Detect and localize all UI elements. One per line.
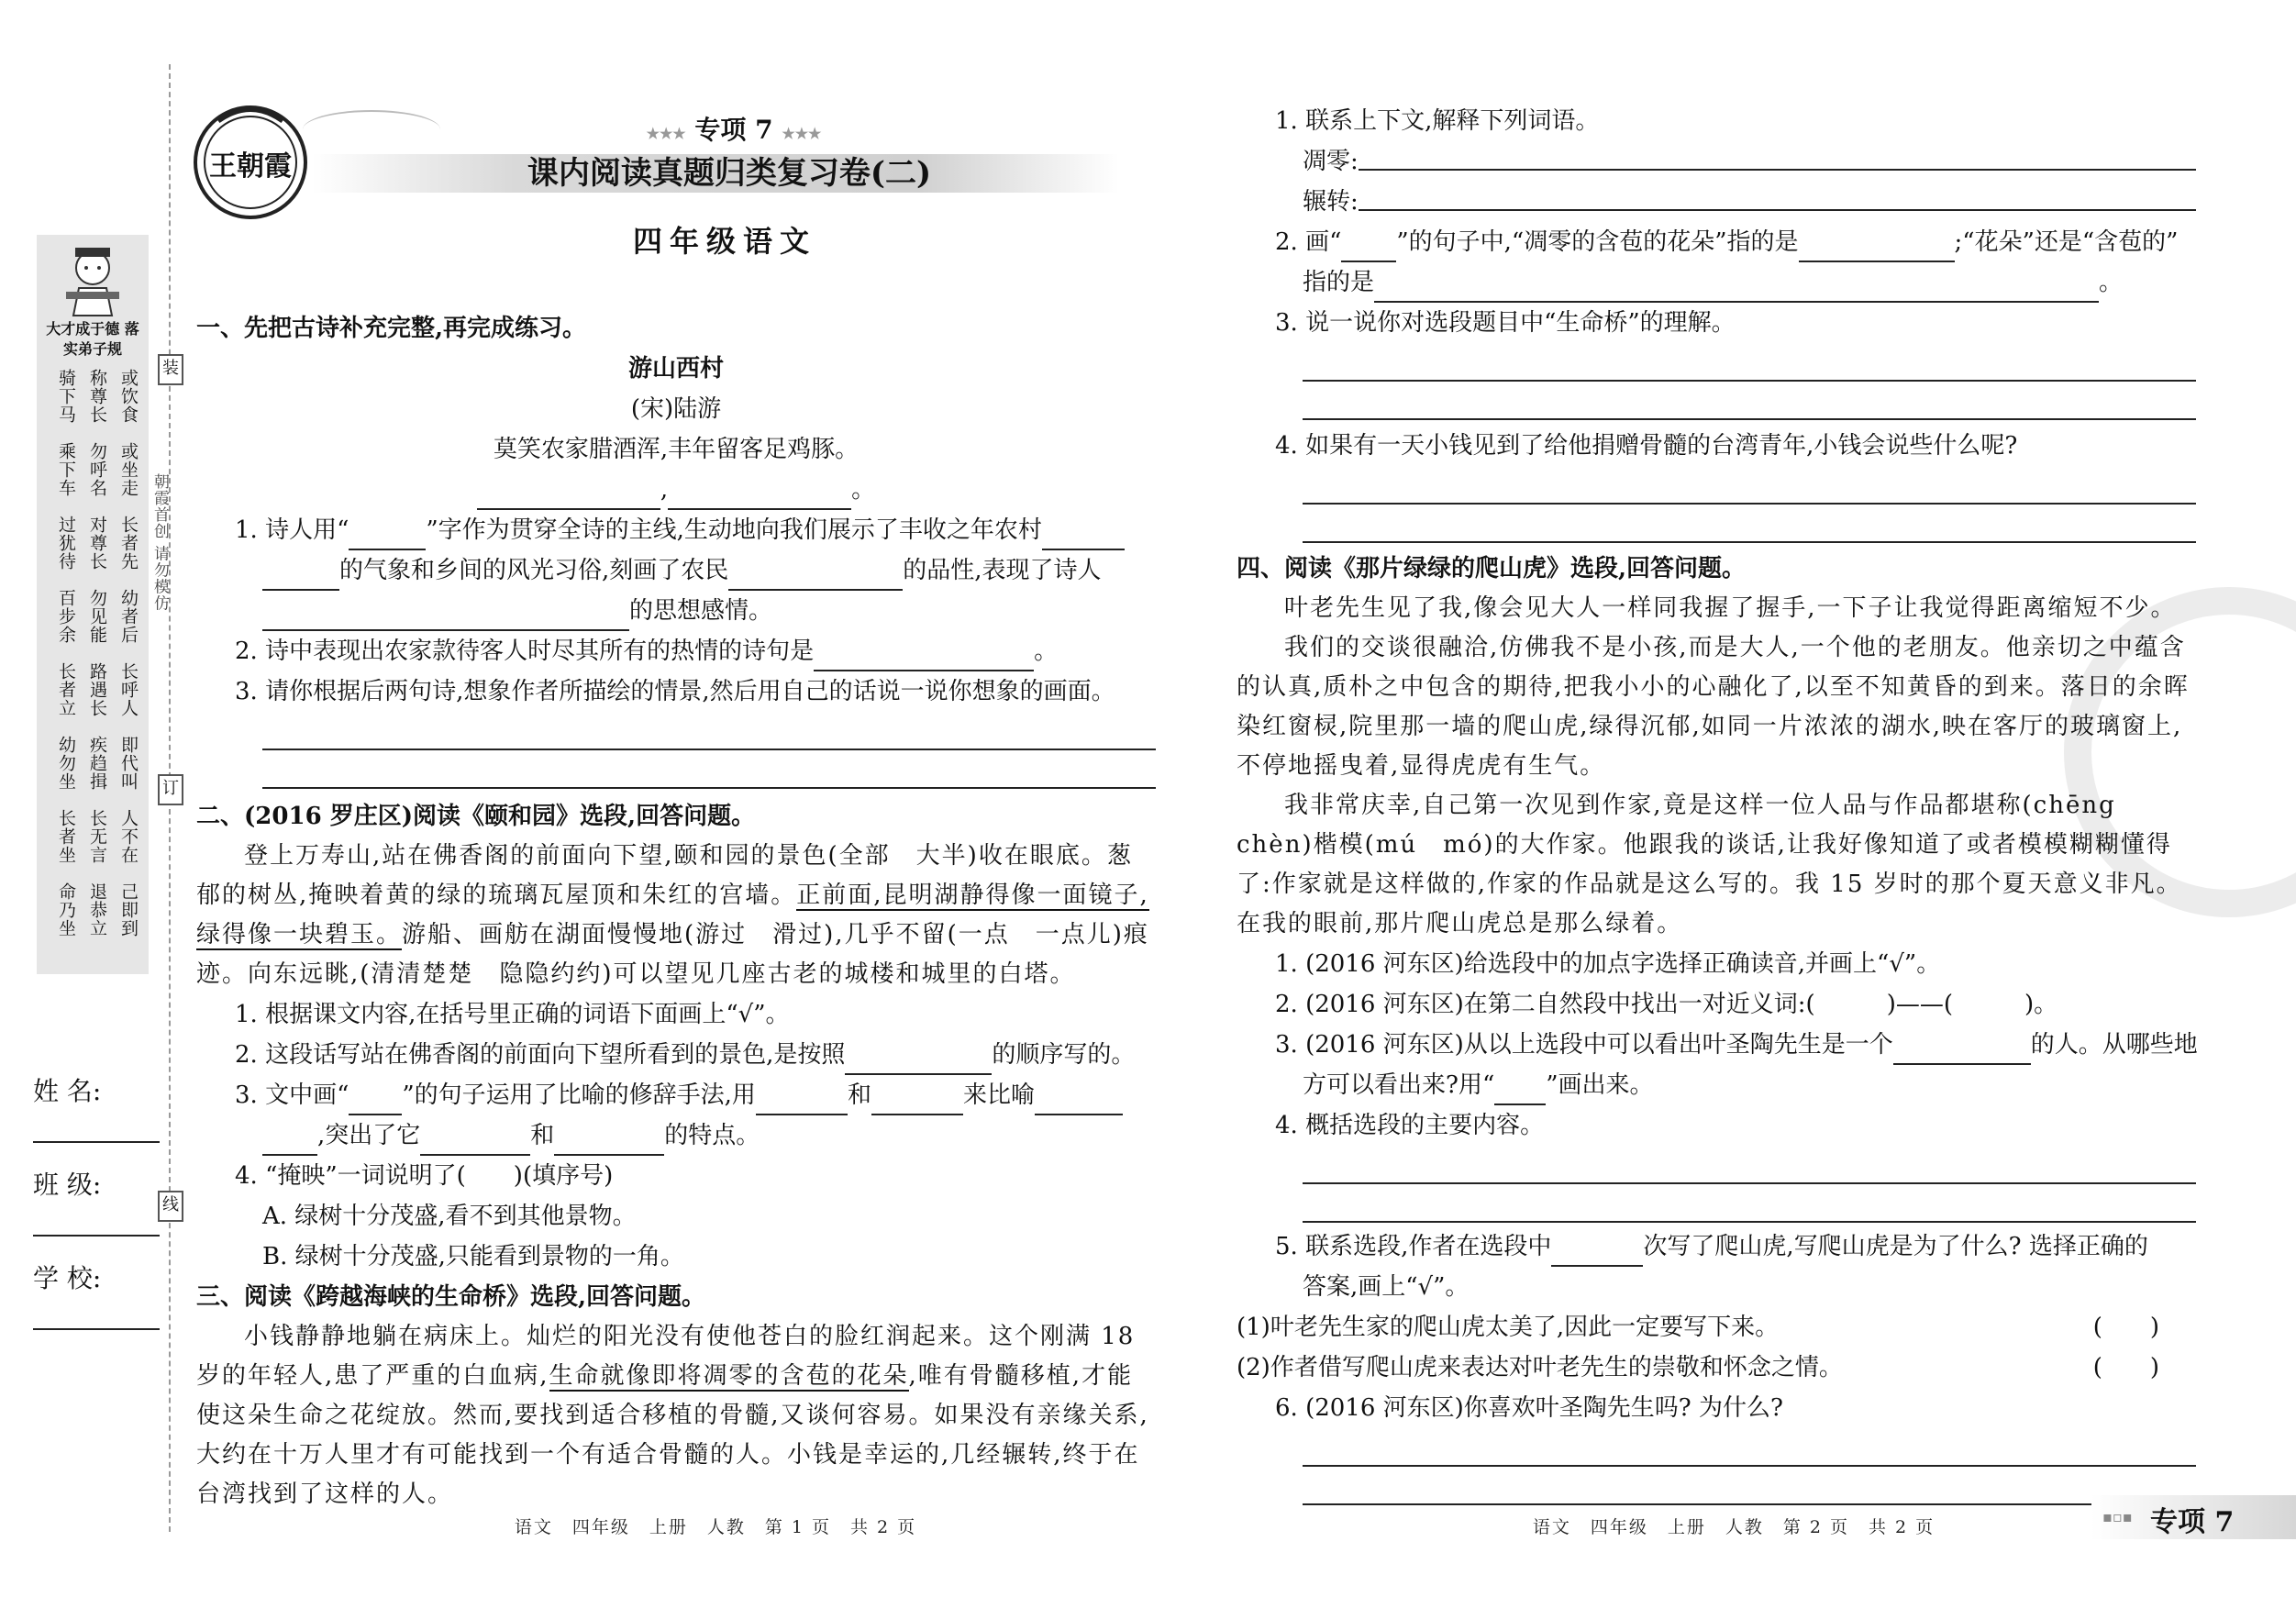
s2-q2: 2. 这段话写站在佛香阁的前面向下望所看到的景色,是按照 的顺序写的。 [196, 1035, 1156, 1075]
section-4-heading: 四、阅读《那片绿绿的爬山虎》选段,回答问题。 [1237, 555, 1747, 582]
word-1-line: 凋零: [1237, 141, 2196, 182]
rule-text: 骑下马 [56, 369, 76, 424]
right-page [1237, 101, 2196, 1505]
s3-q2-line2: 指的是 。 [1237, 262, 2196, 303]
rule-text: 人不在 [118, 809, 139, 864]
s2-passage: 登上万寿山,站在佛香阁的前面向下望,颐和园的景色(全部 大半)收在眼底。葱郁的树丛,掩映着黄的绿的琉璃瓦屋顶和朱红的宫墙。正前面,昆明湖静得像一面镜子,绿得像一块碧玉。游船、画舫在湖面慢慢地(游过 滑过),几乎不留(一点 一点儿)痕迹。向东远眺,(清清楚楚 隐隐约约)可以望见几座古老的城楼和城里的白塔。 [196, 842, 1149, 988]
corner-tag-label: 专项 7 [2150, 1506, 2235, 1538]
option-a[interactable]: A. 绿树十分茂盛,看不到其他景物。 [262, 1203, 637, 1230]
answer-blank[interactable] [349, 521, 426, 550]
rule-text: 长无言 [87, 809, 107, 864]
left-footer: 语文 四年级 上册 人教 第 1 页 共 2 页 [514, 1517, 917, 1537]
s4-q3-line1: 3. (2016 河东区)从以上选段中可以看出叶圣陶先生是一个 的人。从哪些地 [1237, 1025, 2196, 1065]
star-icon: ★★★ [646, 125, 686, 142]
s1-q2: 2. 诗中表现出农家款待客人时尽其所有的热情的诗句是 。 [196, 631, 1156, 671]
answer-blank[interactable] [1893, 1036, 2031, 1065]
rule-text: 百步余 [56, 589, 76, 644]
poem-line-1: 莫笑农家腊酒浑,丰年留客足鸡豚。 [493, 436, 860, 463]
rule-text: 乘下车 [56, 442, 76, 497]
s4-q1: 1. (2016 河东区)给选段中的加点字选择正确读音,并画上“√”。 [1275, 950, 1941, 978]
underlined-sentence: 正前面,昆明湖静得像一面镜子,绿得像一块碧玉。 [196, 882, 1149, 948]
answer-blank[interactable] [1799, 233, 1955, 262]
poem-author: (宋)陆游 [630, 395, 722, 423]
rule-text: 或坐走 [118, 442, 139, 497]
answer-line[interactable] [1303, 505, 2196, 543]
answer-line[interactable] [1303, 1146, 2196, 1184]
poem-blank-1[interactable] [477, 481, 660, 510]
name-label: 姓 名: [33, 1076, 102, 1106]
answer-line[interactable] [1303, 1184, 2196, 1223]
sidebar-motto: 大才成于德 落实弟子规 [46, 320, 139, 358]
s4-q2: 2. (2016 河东区)在第二自然段中找出一对近义词:( )——( )。 [1275, 991, 2058, 1018]
answer-line[interactable] [1303, 1467, 2196, 1505]
answer-blank[interactable] [1341, 233, 1396, 262]
rule-text: 疾趋揖 [87, 736, 107, 791]
answer-blank[interactable] [1359, 182, 2196, 211]
school-field[interactable] [33, 1260, 160, 1330]
ribbon-decoration [303, 110, 440, 149]
rule-text: 或饮食 [118, 369, 139, 424]
answer-line[interactable] [262, 750, 1156, 789]
answer-blank[interactable] [262, 561, 339, 591]
answer-blank[interactable] [1374, 273, 2099, 303]
underlined-sentence: 生命就像即将凋零的含苞的花朵 [549, 1362, 909, 1390]
s3-q3: 3. 说一说你对选段题目中“生命桥”的理解。 [1275, 309, 1736, 337]
rule-text: 己即到 [118, 882, 139, 937]
s4-q6: 6. (2016 河东区)你喜欢叶圣陶先生吗? 为什么? [1275, 1394, 1783, 1422]
section-3-heading: 三、阅读《跨越海峡的生命桥》选段,回答问题。 [196, 1283, 706, 1311]
class-field[interactable] [33, 1167, 160, 1237]
series-title [633, 110, 835, 147]
poem-title: 游山西村 [627, 355, 724, 383]
binding-mark-1: 装 [158, 354, 183, 385]
scholar-figure-icon [62, 244, 123, 317]
answer-blank[interactable] [1035, 1086, 1123, 1115]
section-2-heading: 二、(2016 罗庄区)阅读《颐和园》选段,回答问题。 [196, 803, 756, 830]
s2-q3-line1: 3. 文中画“ ”的句子运用了比喻的修辞手法,用 和 来比喻 [196, 1075, 1156, 1115]
rule-text: 过犹待 [56, 516, 76, 571]
s3-q1: 1. 联系上下文,解释下列词语。 [1275, 107, 1600, 135]
rule-text: 长呼人 [118, 662, 139, 717]
binding-mark-3: 线 [158, 1191, 183, 1222]
answer-blank[interactable] [1359, 141, 2196, 171]
answer-blank[interactable] [756, 1086, 848, 1115]
answer-line[interactable] [1303, 1428, 2196, 1467]
copyright-note: 朝霞首创 请勿模仿 [150, 473, 169, 612]
s3-passage: 小钱静静地躺在病床上。灿烂的阳光没有使他苍白的脸红润起来。这个刚满 18 岁的年轻人,患了严重的白血病,生命就像即将凋零的含苞的花朵,唯有骨髓移植,才能使这朵生命之花绽放。然而,要找到适合移植的骨髓,又谈何容易。如果没有亲缘关系,大约在十万人里才有可能找到一个有适合骨髓的人。小钱是幸运的,几经辗转,终于在台湾找到了这样的人。 [196, 1323, 1149, 1508]
poem-blank-line: , 。 [196, 470, 1156, 510]
s2-q1: 1. 根据课文内容,在括号里正确的词语下面画上“√”。 [235, 1001, 790, 1028]
rule-text: 退恭立 [87, 882, 107, 937]
s4-paragraph-2: 我们的交谈很融洽,仿佛我不是小孩,而是大人,一个他的老朋友。他亲切之中蕴含的认真,质朴之中包含的期待,把我小小的心融化了,以至不知黄昏的到来。落日的余晖染红窗棂,院里那一墙的爬山虎,绿得沉郁,如同一片浓浓的湖水,映在客厅的玻璃窗上,不停地摇曳着,显得虎虎有生气。 [1237, 634, 2190, 780]
star-icon: ★★★ [782, 125, 822, 142]
answer-blank[interactable] [845, 1046, 992, 1075]
s4-q4: 4. 概括选段的主要内容。 [1275, 1112, 1545, 1139]
right-footer: 语文 四年级 上册 人教 第 2 页 共 2 页 [1532, 1517, 1936, 1537]
answer-blank[interactable] [420, 1126, 530, 1156]
rule-text: 即代叫 [118, 736, 139, 791]
answer-line[interactable] [262, 712, 1156, 750]
answer-blank[interactable] [262, 1126, 317, 1156]
answer-blank[interactable] [1494, 1076, 1546, 1105]
rule-text: 幼者后 [118, 589, 139, 644]
s4-paragraph-3: 我非常庆幸,自己第一次见到作家,竟是这样一位人品与作品都堪称(chēng chèn)楷模(mú mó)的大作家。他跟我的谈话,让我好像知道了或者模模糊糊懂得了:作家就是这样做的,作家的作品就是这么写的。我 15 岁时的那个夏天意义非凡。在我的眼前,那片爬山虎总是那么绿着。 [1237, 792, 2182, 937]
rule-text: 长者坐 [56, 809, 76, 864]
school-label: 学 校: [33, 1263, 102, 1293]
scholar-figure [62, 244, 123, 317]
section-1-heading: 一、先把古诗补充完整,再完成练习。 [196, 315, 587, 342]
s1-q1-line1: 1. 诗人用“ ”字作为贯穿全诗的主线,生动地向我们展示了丰收之年农村 [196, 510, 1156, 550]
answer-blank[interactable] [349, 1086, 402, 1115]
choice-2[interactable]: (2)作者借写爬山虎来表达对叶老先生的崇敬和怀念之情。 ( ) [1237, 1347, 2196, 1388]
s4-paragraph-1: 叶老先生见了我,像会见大人一样同我握了握手,一下子让我觉得距离缩短不少。 [1284, 594, 2177, 622]
rule-text: 路遇长 [87, 662, 107, 717]
logo-text: 王朝霞 [209, 150, 292, 183]
binding-mark-2: 订 [158, 774, 183, 805]
grid-pattern-icon: ▪▫▪ [2102, 1508, 2133, 1525]
s1-q3: 3. 请你根据后两句诗,想象作者所描绘的情景,然后用自己的话说一说你想象的画面。 [235, 678, 1115, 705]
answer-line[interactable] [1303, 343, 2196, 382]
answer-blank[interactable] [814, 642, 1034, 671]
sidebar-panel [37, 235, 149, 974]
series-label: 专项 7 [694, 115, 773, 145]
answer-paren[interactable]: ( ) [2092, 1314, 2159, 1341]
s3-q2-line1: 2. 画“ ”的句子中,“凋零的含苞的花朵”指的是 ;“花朵”还是“含苞的” [1237, 222, 2196, 262]
brand-logo [191, 103, 310, 222]
s4-q5-line1: 5. 联系选段,作者在选段中 次写了爬山虎,写爬山虎是为了什么? 选择正确的 [1237, 1226, 2196, 1267]
rule-text: 幼勿坐 [56, 736, 76, 791]
answer-blank[interactable] [728, 561, 903, 591]
s2-q3-line2: ,突出了它 和 的特点。 [196, 1115, 1156, 1156]
s4-q3-line2: 方可以看出来?用“ ”画出来。 [1237, 1065, 2196, 1105]
page-subtitle: 四年级语文 [632, 224, 816, 259]
sidebar-rules [46, 369, 143, 956]
word-2-line: 辗转: [1237, 182, 2196, 222]
rule-text: 长者先 [118, 516, 139, 571]
rule-text: 勿呼名 [87, 442, 107, 497]
rule-text: 称尊长 [87, 369, 107, 424]
s1-q1-line3: 的思想感情。 [196, 591, 1156, 631]
answer-line[interactable] [1303, 466, 2196, 505]
answer-blank[interactable] [1551, 1237, 1643, 1267]
s3-q4: 4. 如果有一天小钱见到了给他捐赠骨髓的台湾青年,小钱会说些什么呢? [1275, 432, 2018, 460]
answer-blank[interactable] [871, 1086, 963, 1115]
class-label: 班 级: [33, 1170, 102, 1200]
name-field[interactable] [33, 1073, 160, 1143]
s2-q4: 4. “掩映”一词说明了( )(填序号) [235, 1162, 614, 1190]
left-page [196, 308, 1156, 1514]
s1-q1-line2: 的气象和乡间的风光习俗,刻画了农民 的品性,表现了诗人 [196, 550, 1156, 591]
corner-tag [2091, 1495, 2296, 1539]
answer-blank[interactable] [1042, 521, 1125, 550]
answer-line[interactable] [1303, 382, 2196, 420]
poem-blank-2[interactable] [668, 481, 851, 510]
rule-text: 命乃坐 [56, 882, 76, 937]
page-title: 课内阅读真题归类复习卷(二) [527, 155, 932, 192]
answer-blank[interactable] [262, 602, 629, 631]
answer-blank[interactable] [554, 1126, 664, 1156]
rule-text: 长者立 [56, 662, 76, 717]
rule-text: 对尊长 [87, 516, 107, 571]
choice-1[interactable]: (1)叶老先生家的爬山虎太美了,因此一定要写下来。 ( ) [1237, 1307, 2196, 1347]
s4-q5-line2: 答案,画上“√”。 [1303, 1273, 1470, 1301]
option-b[interactable]: B. 绿树十分茂盛,只能看到景物的一角。 [262, 1243, 684, 1270]
answer-paren[interactable]: ( ) [2092, 1354, 2159, 1381]
rule-text: 勿见能 [87, 589, 107, 644]
